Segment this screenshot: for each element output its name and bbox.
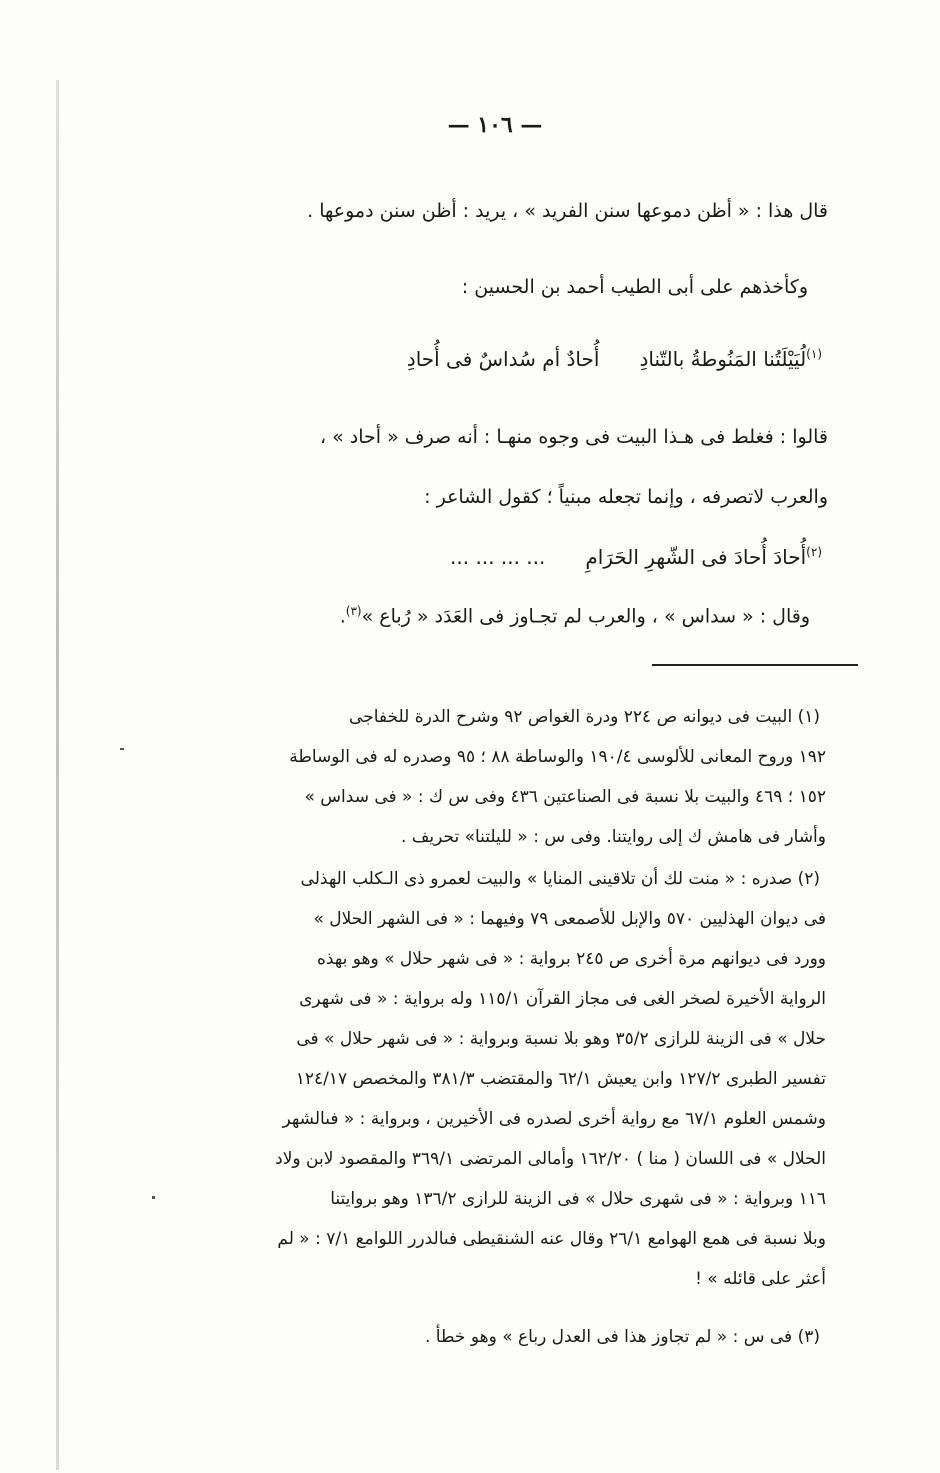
footnote-line: وشمس العلوم ٦٧/١ مع رواية أخرى لصدره فى الأخيرين ، وبرواية : « فىالشهر (282, 1109, 826, 1129)
footnote-line: ١٥٢ ؛ ٤٦٩ والبيت بلا نسبة فى الصناعتين ٤٣٦ وفى س ك : « فى سداس » (304, 787, 826, 807)
footnote-ref: (٣) (345, 604, 362, 618)
verse-hemistich: أُحادَ أُحادَ فى الشّهرِ الحَرَامِ (585, 544, 807, 569)
scan-speck (152, 1196, 155, 1199)
footnote-line: (٢) صدره : « منت لك أن تلاقينى المنايا » والبيت لعمرو ذى الـكلب الهذلى (300, 869, 820, 889)
footnote-line: ١١٦ وبرواية : « فى شهرى حلال » فى الزينة للرازى ١٣٦/٢ وهو بروايتنا (330, 1189, 826, 1209)
footnote-separator (652, 664, 858, 666)
footnote-line: الحلال » فى اللسان ( منا ) ١٦٢/٢٠ وأمالى المرتضى ٣٦٩/١ والمقصود لابن ولاد (275, 1149, 826, 1169)
footnote-line: وبلا نسبة فى همع الهوامع ٢٦/١ وقال عنه الشنقيطى فىالدرر اللوامع ٧/١ : « لم (277, 1229, 826, 1249)
verse-hemistich: أُحادٌ أم سُداسٌ فى أُحادِ (406, 346, 600, 371)
footnote-line: فى ديوان الهذليين ٥٧٠ والإبل للأصمعى ٧٩ وفيهما : « فى الشهر الحلال » (313, 909, 826, 929)
verse-line (122, 340, 822, 373)
footnote-line: أعثر على قائله » ! (695, 1269, 826, 1289)
verse-ellipsis: ... ... ... ... (450, 544, 546, 569)
footnote-line: الرواية الأخيرة لصخر الغى فى مجاز القرآن ١١٥/١ وله برواية : « فى شهرى (299, 989, 826, 1009)
body-line: قال هذا : « أظن دموعها سنن الفريد » ، يريد : أظن سنن دموعها . (307, 200, 828, 222)
footnote-line: وأشار فى هامش ك إلى روايتنا. وفى س : « لليلتنا» تحريف . (400, 827, 826, 847)
footnote-line: حلال » فى الزينة للرازى ٣٥/٢ وهو بلا نسبة وبرواية : « فى شهر حلال » فى (296, 1029, 826, 1049)
body-line (90, 598, 810, 629)
footnote-line: ١٩٢ وروح المعانى للألوسى ١٩٠/٤ والوساطة ٨٨ ؛ ٩٥ وصدره له فى الوساطة (289, 747, 826, 767)
verse-hemistich: لُيَيْلَتُنا المَنُوطةُ بالتّنادِ (639, 346, 807, 371)
footnote-line: وورد فى ديوانهم مرة أخرى ص ٢٤٥ برواية : « فى شهر حلال » وهو بهذه (316, 949, 826, 969)
scan-speck (120, 748, 124, 750)
page-number: — ١٠٦ — (447, 112, 543, 138)
body-line: وكأخذهم على أبى الطيب أحمد بن الحسين : (461, 276, 808, 298)
footnote-ref: (١) (806, 347, 822, 361)
body-line: قالوا : فغلط فى هـذا البيت فى وجوه منهـا : أنه صرف « أحاد » ، (319, 426, 828, 448)
footnote-ref: (٢) (806, 545, 822, 559)
body-line: والعرب لاتصرفه ، وإنما تجعله مبنياً ؛ كقول الشاعر : (424, 486, 828, 508)
footnote-line: (١) البيت فى ديوانه ص ٢٢٤ ودرة الغواص ٩٢ وشرح الدرة للخفاجى (349, 707, 820, 727)
binding-edge (56, 80, 59, 1470)
verse-line (122, 538, 822, 571)
sentence-end: . (339, 605, 346, 628)
body-text: وقال : « سداس » ، والعرب لم تجـاوز فى العَدَد « رُباع » (361, 605, 810, 628)
footnote-line: (٣) فى س : « لم تجاوز هذا فى العدل رباع » وهو خطأ . (425, 1327, 820, 1347)
footnote-line: تفسير الطبرى ١٢٧/٢ وابن يعيش ٦٢/١ والمقتضب ٣٨١/٣ والمخصص ١٢٤/١٧ (295, 1069, 826, 1089)
